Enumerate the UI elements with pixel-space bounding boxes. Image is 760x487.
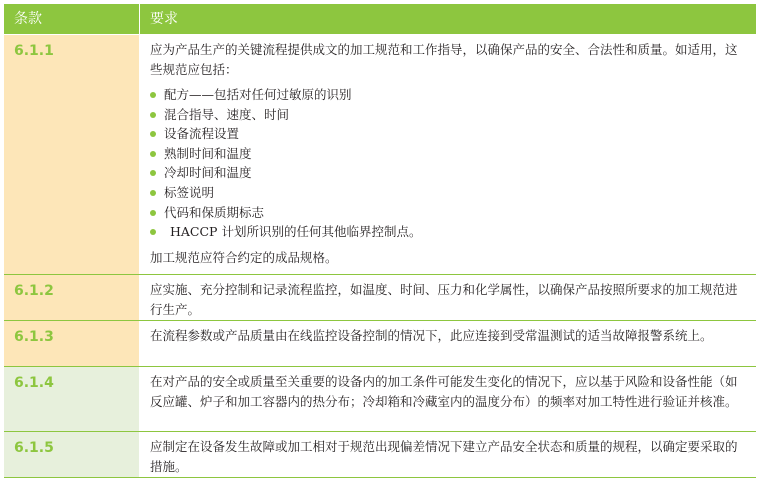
table-header	[4, 4, 756, 35]
clause-code: 6.1.3	[4, 321, 140, 366]
table-row	[4, 321, 756, 367]
clause-code: 6.1.2	[4, 275, 140, 320]
bullet-icon	[150, 210, 156, 216]
bullet-icon	[150, 170, 156, 176]
table-row	[4, 275, 756, 321]
requirement-text: 应制定在设备发生故障或加工相对于规范出现偏差情况下建立产品安全状态和质量的规程，以确定要采取的措施。	[150, 439, 738, 474]
list-item: 设备流程设置	[150, 124, 748, 144]
requirement-text	[140, 35, 756, 274]
list-item: 混合指导、速度、时间	[150, 105, 748, 125]
list-item: HACCP 计划所识别的任何其他临界控制点。	[150, 222, 748, 242]
table-row	[4, 367, 756, 432]
header-clause: 条款	[4, 4, 140, 34]
requirements-table	[4, 4, 756, 478]
list-item: 代码和保质期标志	[150, 203, 748, 223]
requirement-text: 应实施、充分控制和记录流程监控，如温度、时间、压力和化学属性，以确保产品按照所要求的加工规范进行生产。	[150, 282, 738, 317]
bullet-icon	[150, 112, 156, 118]
clause-code: 6.1.4	[4, 367, 140, 431]
bullet-icon	[150, 190, 156, 196]
bullet-list	[150, 85, 748, 242]
bullet-icon	[150, 229, 156, 235]
table-row	[4, 35, 756, 275]
requirement-text: 在对产品的安全或质量至关重要的设备内的加工条件可能发生变化的情况下，应以基于风险和设备性能（如反应罐、炉子和加工容器内的热分布；冷却箱和冷藏室内的温度分布）的频率对加工特性进行验证并核准。	[150, 374, 738, 409]
bullet-icon	[150, 92, 156, 98]
clause-code: 6.1.1	[4, 35, 140, 274]
bullet-icon	[150, 131, 156, 137]
table-row	[4, 432, 756, 478]
list-item: 冷却时间和温度	[150, 163, 748, 183]
requirement-intro: 应为产品生产的关键流程提供成文的加工规范和工作指导，以确保产品的安全、合法性和质量。如适用，这些规范应包括：	[150, 42, 738, 77]
list-item: 配方——包括对任何过敏原的识别	[150, 85, 748, 105]
list-item: 熟制时间和温度	[150, 144, 748, 164]
list-item: 标签说明	[150, 183, 748, 203]
bullet-icon	[150, 151, 156, 157]
requirement-outro: 加工规范应符合约定的成品规格。	[150, 249, 338, 265]
clause-code: 6.1.5	[4, 432, 140, 477]
requirement-text: 在流程参数或产品质量由在线监控设备控制的情况下，此应连接到受常温测试的适当故障报警系统上。	[150, 328, 713, 343]
header-requirement: 要求	[150, 11, 178, 27]
